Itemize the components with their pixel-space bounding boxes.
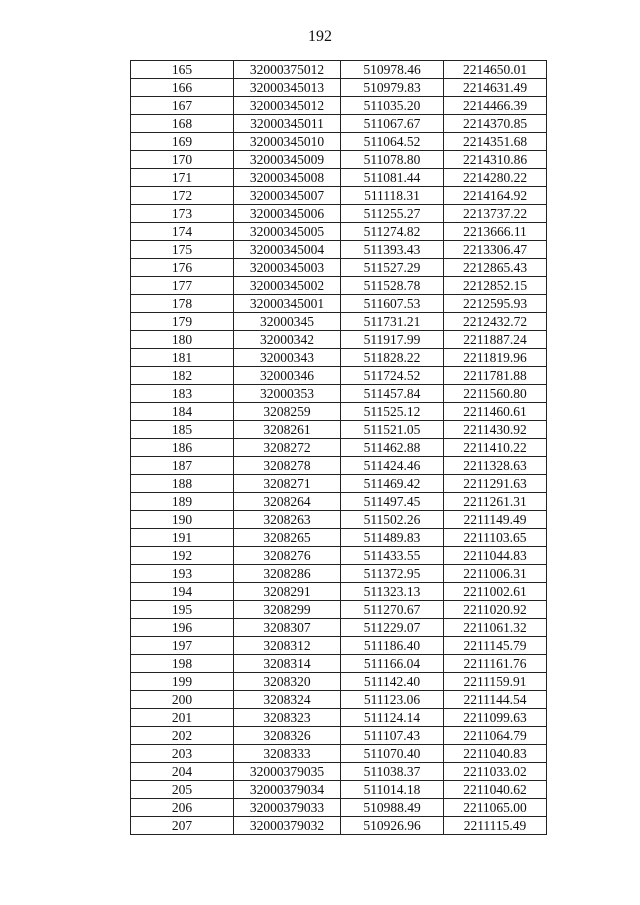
x-coordinate-cell: 511828.22: [341, 349, 444, 367]
point-number-cell: 197: [131, 637, 234, 655]
table-row: [131, 187, 547, 205]
page-number: 192: [308, 28, 332, 45]
y-coordinate-cell: 2214370.85: [444, 115, 547, 133]
y-coordinate-cell: 2211149.49: [444, 511, 547, 529]
point-id-cell: 32000379033: [234, 799, 341, 817]
y-coordinate-cell: 2211065.00: [444, 799, 547, 817]
point-number-cell: 187: [131, 457, 234, 475]
x-coordinate-cell: 511186.40: [341, 637, 444, 655]
x-coordinate-cell: 511527.29: [341, 259, 444, 277]
point-id-cell: 3208291: [234, 583, 341, 601]
x-coordinate-cell: 511274.82: [341, 223, 444, 241]
x-coordinate-cell: 511035.20: [341, 97, 444, 115]
table-row: [131, 331, 547, 349]
point-id-cell: 32000345010: [234, 133, 341, 151]
point-number-cell: 179: [131, 313, 234, 331]
point-id-cell: 32000345013: [234, 79, 341, 97]
y-coordinate-cell: 2212432.72: [444, 313, 547, 331]
table-row: [131, 475, 547, 493]
point-number-cell: 173: [131, 205, 234, 223]
x-coordinate-cell: 511255.27: [341, 205, 444, 223]
y-coordinate-cell: 2211328.63: [444, 457, 547, 475]
y-coordinate-cell: 2212852.15: [444, 277, 547, 295]
y-coordinate-cell: 2211819.96: [444, 349, 547, 367]
y-coordinate-cell: 2211044.83: [444, 547, 547, 565]
x-coordinate-cell: 511123.06: [341, 691, 444, 709]
point-id-cell: 32000379035: [234, 763, 341, 781]
point-id-cell: 32000342: [234, 331, 341, 349]
point-number-cell: 183: [131, 385, 234, 403]
table-row: [131, 727, 547, 745]
point-number-cell: 202: [131, 727, 234, 745]
point-id-cell: 32000345007: [234, 187, 341, 205]
y-coordinate-cell: 2211144.54: [444, 691, 547, 709]
table-row: [131, 547, 547, 565]
table-row: [131, 691, 547, 709]
x-coordinate-cell: 511124.14: [341, 709, 444, 727]
y-coordinate-cell: 2211115.49: [444, 817, 547, 835]
y-coordinate-cell: 2213666.11: [444, 223, 547, 241]
table-row: [131, 799, 547, 817]
point-id-cell: 3208307: [234, 619, 341, 637]
x-coordinate-cell: 511070.40: [341, 745, 444, 763]
point-number-cell: 171: [131, 169, 234, 187]
point-id-cell: 32000345005: [234, 223, 341, 241]
point-number-cell: 175: [131, 241, 234, 259]
point-id-cell: 3208323: [234, 709, 341, 727]
point-id-cell: 32000375012: [234, 61, 341, 79]
x-coordinate-cell: 511497.45: [341, 493, 444, 511]
point-id-cell: 3208259: [234, 403, 341, 421]
table-row: [131, 97, 547, 115]
y-coordinate-cell: 2211430.92: [444, 421, 547, 439]
x-coordinate-cell: 510988.49: [341, 799, 444, 817]
y-coordinate-cell: 2211099.63: [444, 709, 547, 727]
y-coordinate-cell: 2211560.80: [444, 385, 547, 403]
y-coordinate-cell: 2211061.32: [444, 619, 547, 637]
point-number-cell: 195: [131, 601, 234, 619]
point-id-cell: 32000345008: [234, 169, 341, 187]
y-coordinate-cell: 2214310.86: [444, 151, 547, 169]
y-coordinate-cell: 2211002.61: [444, 583, 547, 601]
point-id-cell: 32000345001: [234, 295, 341, 313]
point-number-cell: 198: [131, 655, 234, 673]
table-row: [131, 763, 547, 781]
y-coordinate-cell: 2212865.43: [444, 259, 547, 277]
table-row: [131, 313, 547, 331]
point-number-cell: 194: [131, 583, 234, 601]
point-number-cell: 178: [131, 295, 234, 313]
x-coordinate-cell: 511064.52: [341, 133, 444, 151]
table-row: [131, 709, 547, 727]
point-id-cell: 3208261: [234, 421, 341, 439]
point-id-cell: 32000346: [234, 367, 341, 385]
table-row: [131, 223, 547, 241]
x-coordinate-cell: 511724.52: [341, 367, 444, 385]
x-coordinate-cell: 511067.67: [341, 115, 444, 133]
point-id-cell: 3208265: [234, 529, 341, 547]
table-row: [131, 745, 547, 763]
y-coordinate-cell: 2211033.02: [444, 763, 547, 781]
table-row: [131, 817, 547, 835]
y-coordinate-cell: 2212595.93: [444, 295, 547, 313]
coordinates-table-body: [131, 61, 547, 835]
x-coordinate-cell: 511372.95: [341, 565, 444, 583]
point-id-cell: 32000345011: [234, 115, 341, 133]
point-id-cell: 32000379032: [234, 817, 341, 835]
table-row: [131, 493, 547, 511]
point-number-cell: 167: [131, 97, 234, 115]
point-number-cell: 166: [131, 79, 234, 97]
point-number-cell: 185: [131, 421, 234, 439]
x-coordinate-cell: 511393.43: [341, 241, 444, 259]
y-coordinate-cell: 2211159.91: [444, 673, 547, 691]
table-row: [131, 241, 547, 259]
x-coordinate-cell: 511462.88: [341, 439, 444, 457]
point-number-cell: 169: [131, 133, 234, 151]
x-coordinate-cell: 511917.99: [341, 331, 444, 349]
point-id-cell: 3208326: [234, 727, 341, 745]
x-coordinate-cell: 511107.43: [341, 727, 444, 745]
point-number-cell: 193: [131, 565, 234, 583]
point-number-cell: 174: [131, 223, 234, 241]
table-row: [131, 565, 547, 583]
x-coordinate-cell: 511038.37: [341, 763, 444, 781]
point-number-cell: 200: [131, 691, 234, 709]
point-number-cell: 203: [131, 745, 234, 763]
point-number-cell: 181: [131, 349, 234, 367]
table-row: [131, 637, 547, 655]
x-coordinate-cell: 511323.13: [341, 583, 444, 601]
y-coordinate-cell: 2213306.47: [444, 241, 547, 259]
y-coordinate-cell: 2211040.83: [444, 745, 547, 763]
point-id-cell: 3208263: [234, 511, 341, 529]
point-number-cell: 184: [131, 403, 234, 421]
y-coordinate-cell: 2211781.88: [444, 367, 547, 385]
table-row: [131, 79, 547, 97]
point-number-cell: 170: [131, 151, 234, 169]
point-number-cell: 196: [131, 619, 234, 637]
x-coordinate-cell: 510979.83: [341, 79, 444, 97]
point-number-cell: 189: [131, 493, 234, 511]
table-row: [131, 583, 547, 601]
x-coordinate-cell: 511502.26: [341, 511, 444, 529]
point-id-cell: 3208333: [234, 745, 341, 763]
point-id-cell: 32000345003: [234, 259, 341, 277]
point-id-cell: 32000345006: [234, 205, 341, 223]
point-id-cell: 3208314: [234, 655, 341, 673]
y-coordinate-cell: 2211887.24: [444, 331, 547, 349]
x-coordinate-cell: 511525.12: [341, 403, 444, 421]
y-coordinate-cell: 2211291.63: [444, 475, 547, 493]
table-row: [131, 169, 547, 187]
point-id-cell: 3208312: [234, 637, 341, 655]
point-number-cell: 172: [131, 187, 234, 205]
point-id-cell: 32000345012: [234, 97, 341, 115]
x-coordinate-cell: 511270.67: [341, 601, 444, 619]
table-row: [131, 421, 547, 439]
x-coordinate-cell: 511166.04: [341, 655, 444, 673]
x-coordinate-cell: 511433.55: [341, 547, 444, 565]
point-id-cell: 3208324: [234, 691, 341, 709]
table-row: [131, 619, 547, 637]
y-coordinate-cell: 2211064.79: [444, 727, 547, 745]
table-row: [131, 403, 547, 421]
x-coordinate-cell: 510978.46: [341, 61, 444, 79]
table-row: [131, 439, 547, 457]
x-coordinate-cell: 511142.40: [341, 673, 444, 691]
x-coordinate-cell: 511457.84: [341, 385, 444, 403]
point-number-cell: 186: [131, 439, 234, 457]
point-number-cell: 192: [131, 547, 234, 565]
point-id-cell: 32000345009: [234, 151, 341, 169]
table-row: [131, 205, 547, 223]
table-row: [131, 259, 547, 277]
table-row: [131, 385, 547, 403]
y-coordinate-cell: 2211020.92: [444, 601, 547, 619]
x-coordinate-cell: 511229.07: [341, 619, 444, 637]
x-coordinate-cell: 511469.42: [341, 475, 444, 493]
y-coordinate-cell: 2211410.22: [444, 439, 547, 457]
point-id-cell: 3208272: [234, 439, 341, 457]
table-row: [131, 151, 547, 169]
y-coordinate-cell: 2211006.31: [444, 565, 547, 583]
y-coordinate-cell: 2214631.49: [444, 79, 547, 97]
table-row: [131, 367, 547, 385]
y-coordinate-cell: 2214650.01: [444, 61, 547, 79]
x-coordinate-cell: 511424.46: [341, 457, 444, 475]
table-row: [131, 601, 547, 619]
y-coordinate-cell: 2214466.39: [444, 97, 547, 115]
x-coordinate-cell: 511014.18: [341, 781, 444, 799]
point-number-cell: 191: [131, 529, 234, 547]
point-number-cell: 206: [131, 799, 234, 817]
table-row: [131, 511, 547, 529]
x-coordinate-cell: 511118.31: [341, 187, 444, 205]
table-row: [131, 133, 547, 151]
x-coordinate-cell: 511521.05: [341, 421, 444, 439]
point-id-cell: 3208286: [234, 565, 341, 583]
y-coordinate-cell: 2214164.92: [444, 187, 547, 205]
x-coordinate-cell: 511489.83: [341, 529, 444, 547]
table-row: [131, 781, 547, 799]
point-id-cell: 32000345002: [234, 277, 341, 295]
y-coordinate-cell: 2214351.68: [444, 133, 547, 151]
point-number-cell: 177: [131, 277, 234, 295]
point-number-cell: 188: [131, 475, 234, 493]
point-id-cell: 3208276: [234, 547, 341, 565]
y-coordinate-cell: 2214280.22: [444, 169, 547, 187]
point-number-cell: 190: [131, 511, 234, 529]
point-number-cell: 182: [131, 367, 234, 385]
point-number-cell: 207: [131, 817, 234, 835]
y-coordinate-cell: 2211261.31: [444, 493, 547, 511]
point-number-cell: 204: [131, 763, 234, 781]
point-id-cell: 32000345: [234, 313, 341, 331]
x-coordinate-cell: 511607.53: [341, 295, 444, 313]
y-coordinate-cell: 2211040.62: [444, 781, 547, 799]
point-id-cell: 32000379034: [234, 781, 341, 799]
y-coordinate-cell: 2211103.65: [444, 529, 547, 547]
point-id-cell: 3208278: [234, 457, 341, 475]
table-row: [131, 457, 547, 475]
y-coordinate-cell: 2213737.22: [444, 205, 547, 223]
point-number-cell: 165: [131, 61, 234, 79]
point-id-cell: 3208264: [234, 493, 341, 511]
point-id-cell: 32000353: [234, 385, 341, 403]
y-coordinate-cell: 2211145.79: [444, 637, 547, 655]
point-id-cell: 3208271: [234, 475, 341, 493]
point-number-cell: 168: [131, 115, 234, 133]
point-id-cell: 32000345004: [234, 241, 341, 259]
table-row: [131, 295, 547, 313]
coordinates-table: [130, 60, 547, 835]
table-row: [131, 673, 547, 691]
point-id-cell: 32000343: [234, 349, 341, 367]
point-number-cell: 180: [131, 331, 234, 349]
x-coordinate-cell: 510926.96: [341, 817, 444, 835]
y-coordinate-cell: 2211161.76: [444, 655, 547, 673]
point-id-cell: 3208299: [234, 601, 341, 619]
x-coordinate-cell: 511081.44: [341, 169, 444, 187]
point-number-cell: 199: [131, 673, 234, 691]
point-number-cell: 205: [131, 781, 234, 799]
point-id-cell: 3208320: [234, 673, 341, 691]
x-coordinate-cell: 511528.78: [341, 277, 444, 295]
table-row: [131, 655, 547, 673]
x-coordinate-cell: 511731.21: [341, 313, 444, 331]
table-row: [131, 61, 547, 79]
y-coordinate-cell: 2211460.61: [444, 403, 547, 421]
table-row: [131, 349, 547, 367]
point-number-cell: 176: [131, 259, 234, 277]
x-coordinate-cell: 511078.80: [341, 151, 444, 169]
table-row: [131, 115, 547, 133]
point-number-cell: 201: [131, 709, 234, 727]
table-row: [131, 277, 547, 295]
table-row: [131, 529, 547, 547]
